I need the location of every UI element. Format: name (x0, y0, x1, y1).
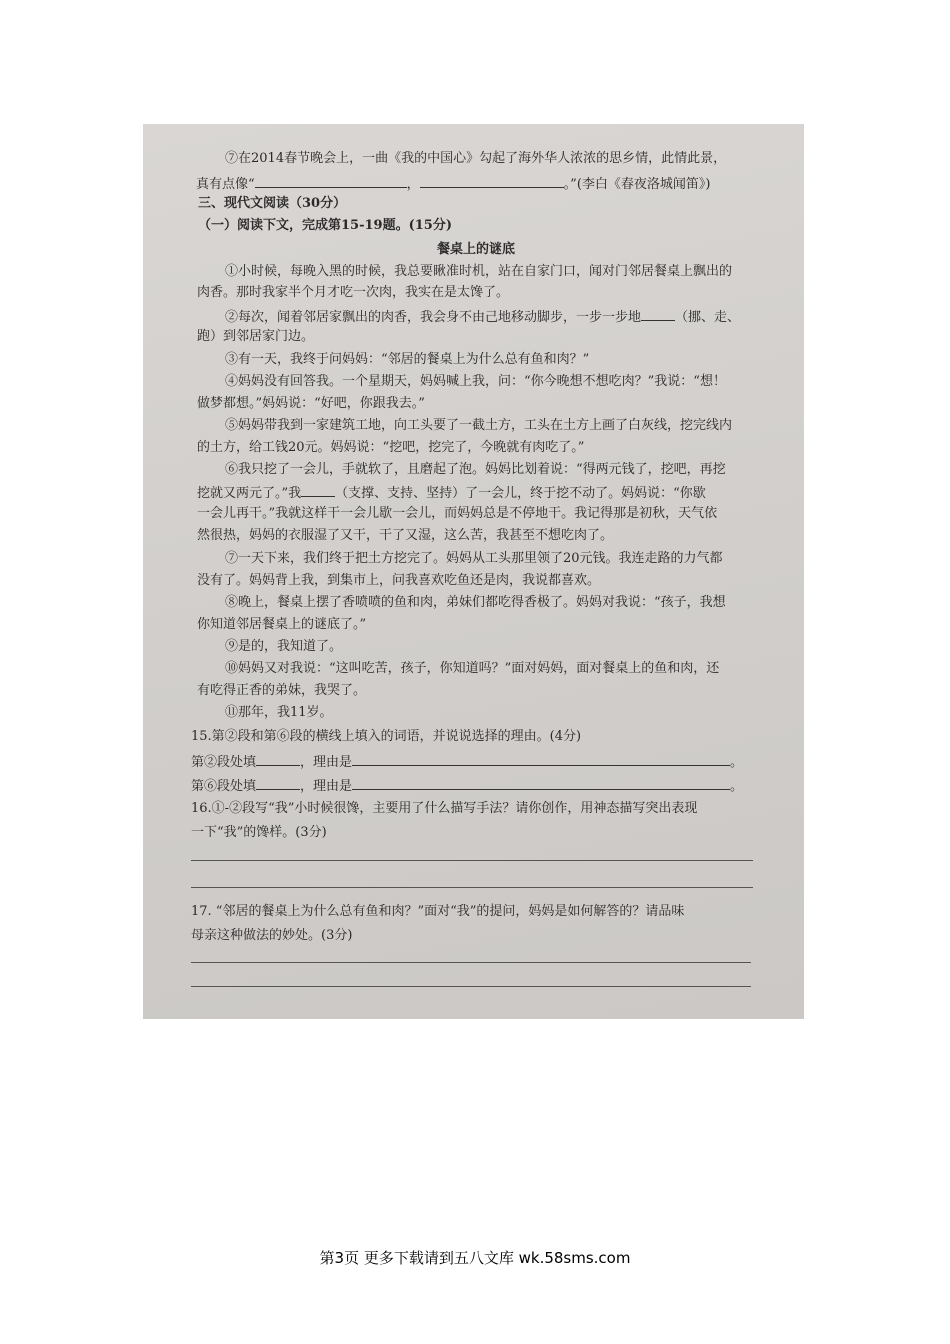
question-15-answer-a (191, 753, 743, 771)
page-footer: 第3页 更多下载请到五八文库 wk.58sms.com (319, 1249, 631, 1267)
paragraph-6-line-1: ⑥我只挖了一会儿，手就软了，且磨起了泡。妈妈比划着说：“得两元钱了，挖吧，再挖 (225, 462, 726, 477)
answer-line[interactable] (191, 962, 751, 963)
paragraph-5-line-2: 的土方，给工钱20元。妈妈说：“挖吧，挖完了，今晚就有肉吃了。” (197, 440, 585, 455)
q15-a-reason-blank[interactable] (352, 753, 730, 766)
paragraph-6-options: （支撑、支持、坚持）了一会儿，终于挖不动了。妈妈说：“你歇 (335, 486, 706, 501)
paragraph-5-line-1: ⑤妈妈带我到一家建筑工地，向工头要了一截土方，工头在土方上画了白灰线，挖完线内 (225, 418, 733, 433)
answer-line[interactable] (191, 887, 753, 888)
q7-line-2 (196, 175, 710, 193)
paragraph-8-line-2: 你知道邻居餐桌上的谜底了。” (197, 617, 367, 632)
question-15: 15.第②段和第⑥段的横线上填入的词语，并说说选择的理由。(4分) (191, 729, 582, 744)
paragraph-2-line-2: 跑）到邻居家门边。 (197, 329, 315, 344)
paragraph-4-line-1: ④妈妈没有回答我。一个星期天，妈妈喊上我，问：“你今晚想不想吃肉？”我说：“想！ (225, 374, 726, 389)
q15-b-reason-label: ，理由是 (300, 779, 353, 794)
paragraph-7-line-2: 没有了。妈妈背上我，到集市上，问我喜欢吃鱼还是肉，我说都喜欢。 (197, 573, 601, 588)
q7-line-2-end: 。”(李白《春夜洛城闻笛》) (563, 177, 711, 192)
part-heading: （一）阅读下文，完成第15-19题。(15分) (198, 218, 452, 233)
paragraph-2-blank[interactable] (641, 308, 675, 321)
paragraph-2-line-1 (225, 308, 740, 326)
question-17-line-1: 17. “邻居的餐桌上为什么总有鱼和肉？”面对“我”的提问，妈妈是如何解答的？请品味 (191, 904, 685, 919)
q7-blank-1[interactable] (255, 175, 407, 188)
question-15-answer-b (191, 777, 743, 795)
paragraph-6-blank[interactable] (301, 484, 335, 497)
q15-b-reason-blank[interactable] (352, 777, 730, 790)
paragraph-10-line-1: ⑩妈妈又对我说：“这叫吃苦，孩子，你知道吗？”面对妈妈，面对餐桌上的鱼和肉，还 (225, 661, 720, 676)
paragraph-7-line-1: ⑦一天下来，我们终于把土方挖完了。妈妈从工头那里领了20元钱。我连走路的力气都 (225, 551, 723, 566)
paragraph-4-line-2: 做梦都想。”妈妈说：“好吧，你跟我去。” (197, 396, 425, 411)
paragraph-2-text: ②每次，闻着邻居家飘出的肉香，我会身不由己地移动脚步，一步一步地 (225, 310, 642, 325)
paragraph-1-line-2: 肉香。那时我家半个月才吃一次肉，我实在是太馋了。 (197, 285, 510, 300)
paragraph-9: ⑨是的，我知道了。 (225, 639, 343, 654)
q7-blank-2[interactable] (420, 175, 564, 188)
paragraph-10-line-2: 有吃得正香的弟妹，我哭了。 (197, 683, 367, 698)
paragraph-6-line-3: 一会儿再干。”我就这样干一会儿歇一会儿，而妈妈总是不停地干。我记得那是初秋，天气依 (197, 506, 718, 521)
paragraph-6-line-2 (197, 484, 706, 502)
q15-b-end: 。 (730, 779, 744, 794)
paragraph-1-line-1: ①小时候，每晚入黑的时候，我总要瞅准时机，站在自家门口，闻对门邻居餐桌上飘出的 (225, 264, 733, 279)
q15-a-end: 。 (730, 755, 744, 770)
paragraph-8-line-1: ⑧晚上，餐桌上摆了香喷喷的鱼和肉，弟妹们都吃得香极了。妈妈对我说：“孩子，我想 (225, 595, 726, 610)
q15-a-word-blank[interactable] (256, 753, 300, 766)
q15-a-label: 第②段处填 (191, 755, 257, 770)
paragraph-11: ⑪那年，我11岁。 (225, 705, 333, 720)
q7-line-2-comma: ， (406, 177, 420, 192)
q7-line-2-start: 真有点像“ (196, 177, 255, 192)
section-heading: 三、现代文阅读（30分） (198, 196, 347, 211)
exam-page-photo (143, 124, 804, 1019)
answer-line[interactable] (191, 860, 753, 861)
answer-line[interactable] (191, 986, 751, 987)
paragraph-2-options: （挪、走、 (675, 310, 741, 325)
question-16-line-2: 一下“我”的馋样。(3分) (191, 825, 327, 840)
q15-a-reason-label: ，理由是 (300, 755, 353, 770)
question-17-line-2: 母亲这种做法的妙处。(3分) (191, 928, 353, 943)
question-16-line-1: 16.①-②段写“我”小时候很馋，主要用了什么描写手法？请你创作，用神态描写突出表现 (191, 801, 698, 816)
paragraph-3: ③有一天，我终于问妈妈：“邻居的餐桌上为什么总有鱼和肉？” (225, 352, 590, 367)
q15-b-word-blank[interactable] (256, 777, 300, 790)
paragraph-6-line-4: 然很热，妈妈的衣服湿了又干，干了又湿，这么苦，我甚至不想吃肉了。 (197, 528, 614, 543)
q7-line-1: ⑦在2014春节晚会上，一曲《我的中国心》勾起了海外华人浓浓的思乡情，此情此景， (225, 151, 727, 166)
paragraph-6-text: 挖就又两元了。”我 (197, 486, 302, 501)
q15-b-label: 第⑥段处填 (191, 779, 257, 794)
article-title: 餐桌上的谜底 (437, 242, 516, 257)
